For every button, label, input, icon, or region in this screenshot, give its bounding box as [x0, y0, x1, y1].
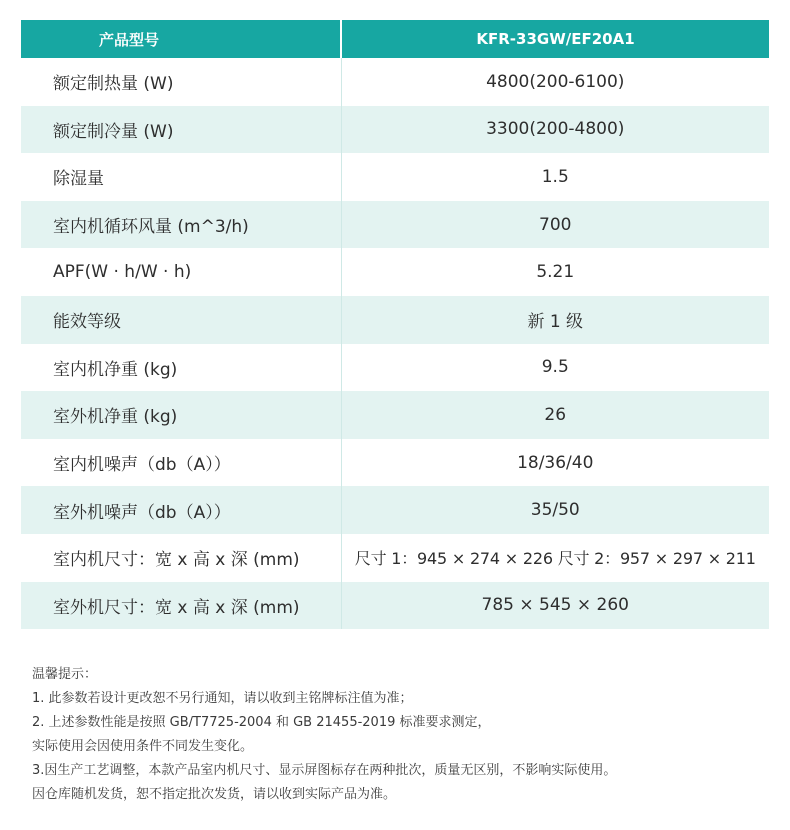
table-header-row: [21, 20, 769, 58]
row-label: 室外机净重 (kg): [21, 391, 341, 439]
note-line: 实际使用会因使用条件不同发生变化。: [32, 739, 254, 754]
row-value: 尺寸 1：945 × 274 × 226 尺寸 2：957 × 297 × 211: [341, 534, 769, 582]
row-value: 26: [341, 391, 769, 439]
row-label: 室内机循环风量 (m^3/h): [21, 201, 341, 249]
table-row: [21, 439, 769, 487]
row-label: 额定制冷量 (W): [21, 106, 341, 154]
table-row: [21, 153, 769, 201]
row-value: 3300(200-4800): [341, 106, 769, 154]
header-model: KFR-33GW/EF20A1: [341, 20, 769, 58]
spec-table: [21, 20, 769, 629]
row-label: 室内机噪声（db（A））: [21, 439, 341, 487]
row-label: 能效等级: [21, 296, 341, 344]
table-row: [21, 344, 769, 392]
table-row: [21, 296, 769, 344]
row-value: 新 1 级: [341, 296, 769, 344]
note-line: 1. 此参数若设计更改恕不另行通知，请以收到主铭牌标注值为准；: [32, 691, 413, 706]
row-label: 室外机噪声（db（A））: [21, 486, 341, 534]
notes: [32, 663, 772, 807]
table-row: [21, 534, 769, 582]
table-row: [21, 248, 769, 296]
row-label: 除湿量: [21, 153, 341, 201]
row-label: 室内机尺寸：宽 x 高 x 深 (mm): [21, 534, 341, 582]
note-line: 3.因生产工艺调整，本款产品室内机尺寸、显示屏图标存在两种批次，质量无区别，不影响实际使用。: [32, 763, 617, 778]
table-row: [21, 201, 769, 249]
table-row: [21, 391, 769, 439]
table-row: [21, 58, 769, 106]
row-label: APF(W · h/W · h): [21, 248, 341, 296]
row-label: 室外机尺寸：宽 x 高 x 深 (mm): [21, 582, 341, 630]
row-value: 5.21: [341, 248, 769, 296]
row-value: 4800(200-6100): [341, 58, 769, 106]
header-label: 产品型号: [21, 20, 341, 58]
row-value: 18/36/40: [341, 439, 769, 487]
row-value: 35/50: [341, 486, 769, 534]
table-row: [21, 106, 769, 154]
row-value: 785 × 545 × 260: [341, 582, 769, 630]
note-line: 2. 上述参数性能是按照 GB/T7725-2004 和 GB 21455-2019 标准要求测定，: [32, 715, 491, 730]
row-label: 额定制热量 (W): [21, 58, 341, 106]
table-row: [21, 486, 769, 534]
table-row: [21, 582, 769, 630]
row-value: 700: [341, 201, 769, 249]
row-value: 9.5: [341, 344, 769, 392]
notes-title: 温馨提示：: [32, 667, 98, 682]
note-line: 因仓库随机发货，恕不指定批次发货，请以收到实际产品为准。: [32, 787, 397, 802]
row-label: 室内机净重 (kg): [21, 344, 341, 392]
row-value: 1.5: [341, 153, 769, 201]
